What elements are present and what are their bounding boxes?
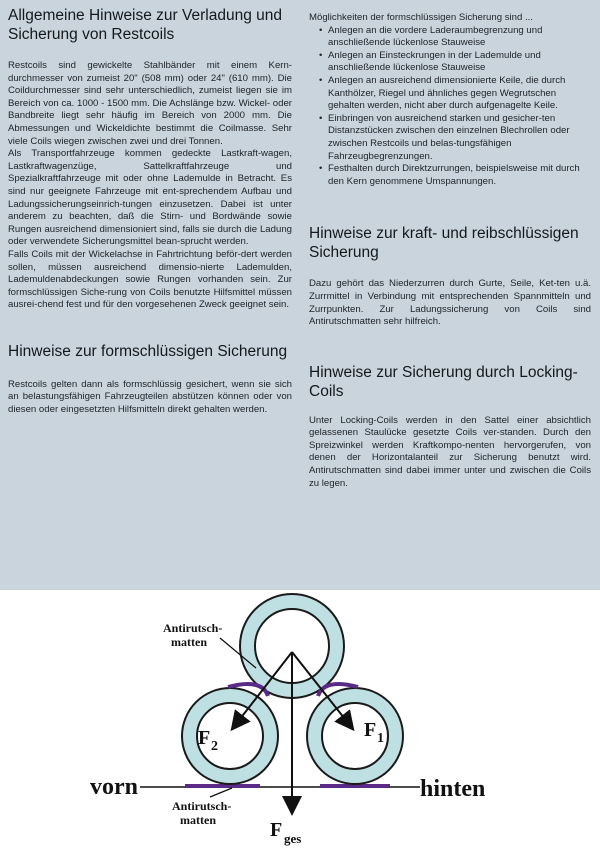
label-f1: F [364,719,377,741]
coil-left [182,688,278,784]
list-item: • Einbringen von ausreichend starken und gesicher-ten Distanzstücken zwischen den einzelnen Blechrollen oder zwischen Restcoils und belas-tungsfähigen Fahrzeugbegrenzungen. [319,113,591,163]
paragraph-vehicles: Als Transportfahrzeuge kommen gedeckte Lastkraft-wagen, Lastkraftwagenzüge, Sattelkraftfahrzeuge und Spezialkraftfahrzeuge mit oder ohne Lademulde in Betracht. Es sind nur geeignete Fahrzeuge mit ent-sprechendem Aufbau und Ladungssicherungseinrich-tungen einzusetzen. Dabei ist unter anderem zu beachten, daß die Stirn- und Bordwände sowie Rungen ausreichend dimensioniert sind, falls sie durch die Ladung oder verwendete Sicherungsmittel bean-sprucht werden. [8,148,292,248]
list-item: • Anlegen an ausreichend dimensionierte Keile, die durch Kanthölzer, Riegel und ähnliches gegen Wegrutschen gehalten werden, nicht aber durch aufgenagelte Keile. [319,75,591,113]
paragraph-coil-description: Restcoils sind gewickelte Stahlbänder mit einem Kern-durchmesser von zumeist 20" (508 mm) oder 24" (610 mm). Die Coildurchmesser sind sehr unterschiedlich, zumeist liegen sie im Bereich von ca. 1000 - 1500 mm. Die Achslänge bzw. Wickel- oder Bandbreite liegt sehr häufig im Bereich von 2000 mm. Die Abmessungen und Wickeldichte bestimmt die Coilmasse. Sehr viele Coils wiegen zwischen zwei und drei Tonnen. [8,60,292,147]
options-list [309,25,591,189]
label-mats-bottom-line1: Antirutsch- [172,799,232,813]
label-f2: F [198,727,211,749]
label-fges: F [270,819,283,841]
locking-coils-diagram [0,590,600,861]
list-item: • Anlegen an Einsteckrungen in der Lademulde und anschließende lückenlose Stauweise [319,50,591,75]
heading-locking-coils: Hinweise zur Sicherung durch Locking-Coils [309,363,578,400]
paragraph-axis-direction: Falls Coils mit der Wickelachse in Fahrtrichtung beför-dert werden sollen, müssen ausreichend dimensio-nierte Lademulden, Lademuldenabdeckungen sowie Rungen vorhanden sein. Zur formschlüssigen Siche-rung von Coils benutzte Hilfsmittel müssen ausrei-chend fest und für den vorgesehenen Zweck geeignet sein. [8,248,292,311]
heading-friction-securing: Hinweise zur kraft- und reibschlüssigen Sicherung [309,225,579,262]
diagram-svg [0,590,600,861]
label-f1-subscript: 1 [377,731,384,746]
right-column [309,6,591,490]
label-front: vorn [90,774,138,800]
paragraph-locking-coils: Unter Locking-Coils werden in den Sattel einer absichtlich gelassenen Staulücke gesetzte Coils ver-standen. Durch den Spreizwinkel werden Kraftkompo-nenten hervorgerufen, von denen der Horizontalanteil zur Sicherung benutzt wird. Antirutschmatten sind dabei immer unter und zwischen die Coils zu legen. [309,414,591,489]
paragraph-friction: Dazu gehört das Niederzurren durch Gurte, Seile, Ket-ten u.ä. Zurrmittel in Verbindung mit entsprechenden Spannmitteln und Zurrpunkten. Zur Ladungssicherung von Coils sind Antirutschmatten sehr hilfreich. [309,278,591,328]
list-item: • Anlegen an die vordere Laderaumbegrenzung und anschließende lückenlose Stauweise [319,25,591,50]
label-fges-subscript: ges [284,831,302,846]
label-mats-top-line2: matten [171,635,207,649]
heading-form-fit-securing: Hinweise zur formschlüssigen Sicherung [8,342,288,360]
heading-general-notes: Allgemeine Hinweise zur Verladung und Sicherung von Restcoils [8,7,282,43]
label-mats-bottom-line2: matten [180,813,216,827]
coil-right [307,688,403,784]
leader-line-bottom-mats [210,788,232,797]
list-item: • Festhalten durch Direktzurrungen, beispielsweise mit durch den Kern genommene Umspannungen. [319,163,591,188]
paragraph-options-intro: Möglichkeiten der formschlüssigen Sicherung sind ... [309,12,533,23]
paragraph-form-fit: Restcoils gelten dann als formschlüssig gesichert, wenn sie sich an belastungsfähigen Fahrzeugteilen abstützen können oder von diesen oder eingesetzten Hilfsmitteln direkt gehalten werden. [8,378,292,416]
label-rear: hinten [420,776,486,802]
left-column [8,6,292,417]
label-f2-subscript: 2 [211,739,218,754]
label-mats-top-line1: Antirutsch- [163,621,223,635]
